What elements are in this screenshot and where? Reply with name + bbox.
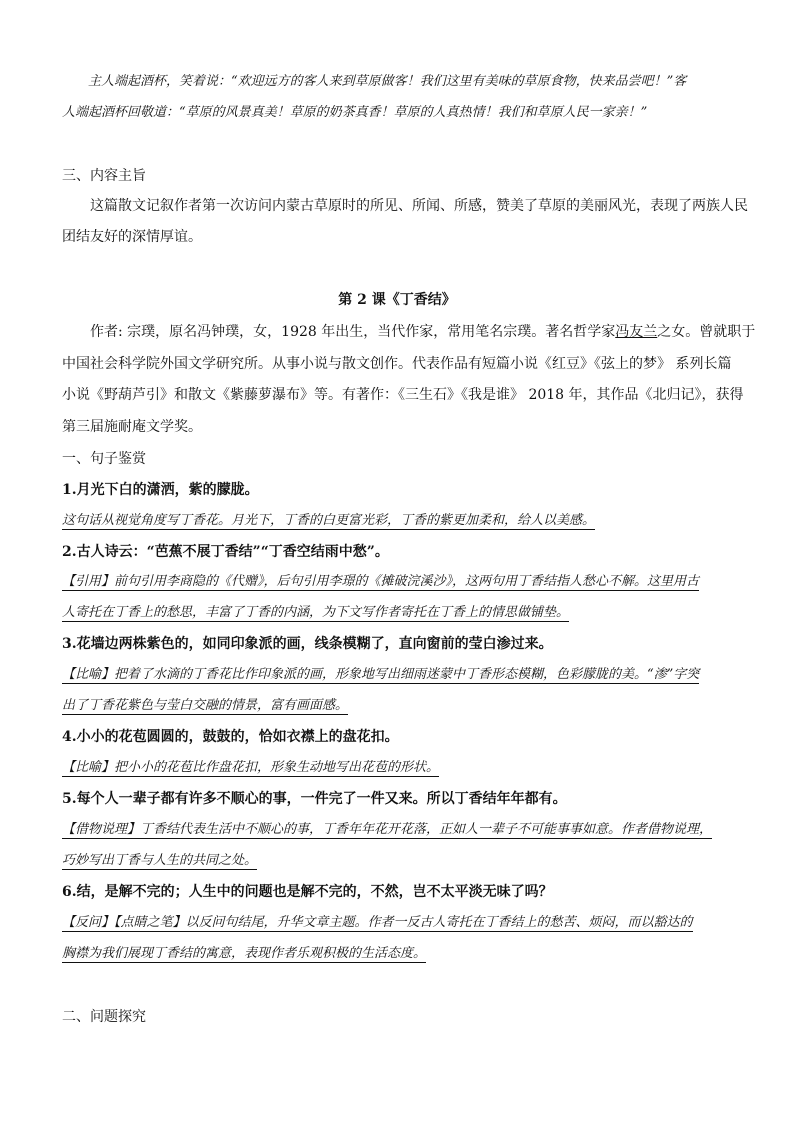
sentence-item: 6.结，是解不完的；人生中的问题也是解不完的，不然，岂不太平淡无味了吗？ <box>62 884 553 900</box>
dialogue-line: 人端起酒杯回敬道：“草原的风景真美！草原的奶茶真香！草原的人真热情！我们和草原人民一家亲！” <box>62 105 648 120</box>
sentence-item: 5.每个人一辈子都有许多不顺心的事，一件完了一件又来。所以丁香结年年都有。 <box>62 791 567 807</box>
lesson-title: 第 2 课《丁香结》 <box>338 292 456 308</box>
analysis-note: 胸襟为我们展现丁香结的寓意，表现作者乐观积极的生活态度。 <box>62 946 427 961</box>
sentence-item: 3.花墙边两株紫色的，如同印象派的画，线条模糊了，直向窗前的莹白渗过来。 <box>62 636 553 652</box>
paragraph-line: 团结友好的深情厚谊。 <box>62 229 202 245</box>
dialogue-line: 主人端起酒杯，笑着说：“欢迎远方的客人来到草原做客！我们这里有美味的草原食物，快来品尝吧！”客 <box>88 74 687 89</box>
analysis-note: 【引用】前句引用李商隐的《代赠》，后句引用李璟的《摊破浣溪沙》，这两句用丁香结指人愁心不解。这里用古 <box>62 574 700 589</box>
analysis-note: 【借物说理】丁香结代表生活中不顺心的事，丁香年年花开花落，正如人一辈子不可能事事如意。作者借物说理， <box>62 822 713 837</box>
analysis-note: 【比喻】把小小的花苞比作盘花扣，形象生动地写出花苞的形状。 <box>62 760 440 775</box>
author-text: 之女。曾就职于 <box>657 324 756 340</box>
author-line: 第三届施耐庵文学奖。 <box>62 419 202 435</box>
author-text: 作者: 宗璞，原名冯钟璞，女，1928 年出生，当代作家，常用笔名宗璞。著名哲学家 <box>90 324 616 340</box>
sentence-item: 4.小小的花苞圆圆的，鼓鼓的，恰如衣襟上的盘花扣。 <box>62 729 399 745</box>
author-father-name: 冯友兰 <box>615 324 658 340</box>
author-line: 中国社会科学院外国文学研究所。从事小说与散文创作。代表作品有短篇小说《红豆》《弦上的梦》 系列长篇 <box>62 356 732 372</box>
analysis-note: 巧妙写出丁香与人生的共同之处。 <box>62 853 258 868</box>
sentence-item: 1.月光下白的潇洒，紫的朦胧。 <box>62 482 259 498</box>
author-line <box>90 321 755 341</box>
analysis-note: 【比喻】把着了水滴的丁香花比作印象派的画，形象地写出细雨迷蒙中丁香形态模糊，色彩朦胧的美。“渗”字突 <box>62 667 700 682</box>
author-line: 小说《野葫芦引》和散文《紫藤萝瀑布》等。有著作：《三生石》《我是谁》 2018 年，其作品《北归记》，获得 <box>62 387 744 403</box>
paragraph-line: 这篇散文记叙作者第一次访问内蒙古草原时的所见、所闻、所感，赞美了草原的美丽风光，表现了两族人民 <box>90 198 748 214</box>
section-heading: 一、句子鉴赏 <box>62 451 146 467</box>
section-heading: 三、内容主旨 <box>62 168 146 184</box>
section-heading: 二、问题探究 <box>62 1009 146 1025</box>
analysis-note: 【反问】【点睛之笔】以反问句结尾，升华文章主题。作者一反古人寄托在丁香结上的愁苦、烦闷，而以豁达的 <box>62 915 693 930</box>
analysis-note: 人寄托在丁香上的愁思，丰富了丁香的内涵，为下文写作者寄托在丁香上的情思做铺垫。 <box>62 605 570 620</box>
analysis-note: 出了丁香花紫色与莹白交融的情景，富有画面感。 <box>62 698 349 713</box>
analysis-note: 这句话从视觉角度写丁香花。月光下，丁香的白更富光彩，丁香的紫更加柔和，给人以美感。 <box>62 513 596 528</box>
sentence-item: 2.古人诗云：“芭蕉不展丁香结”“丁香空结雨中愁”。 <box>62 544 389 560</box>
